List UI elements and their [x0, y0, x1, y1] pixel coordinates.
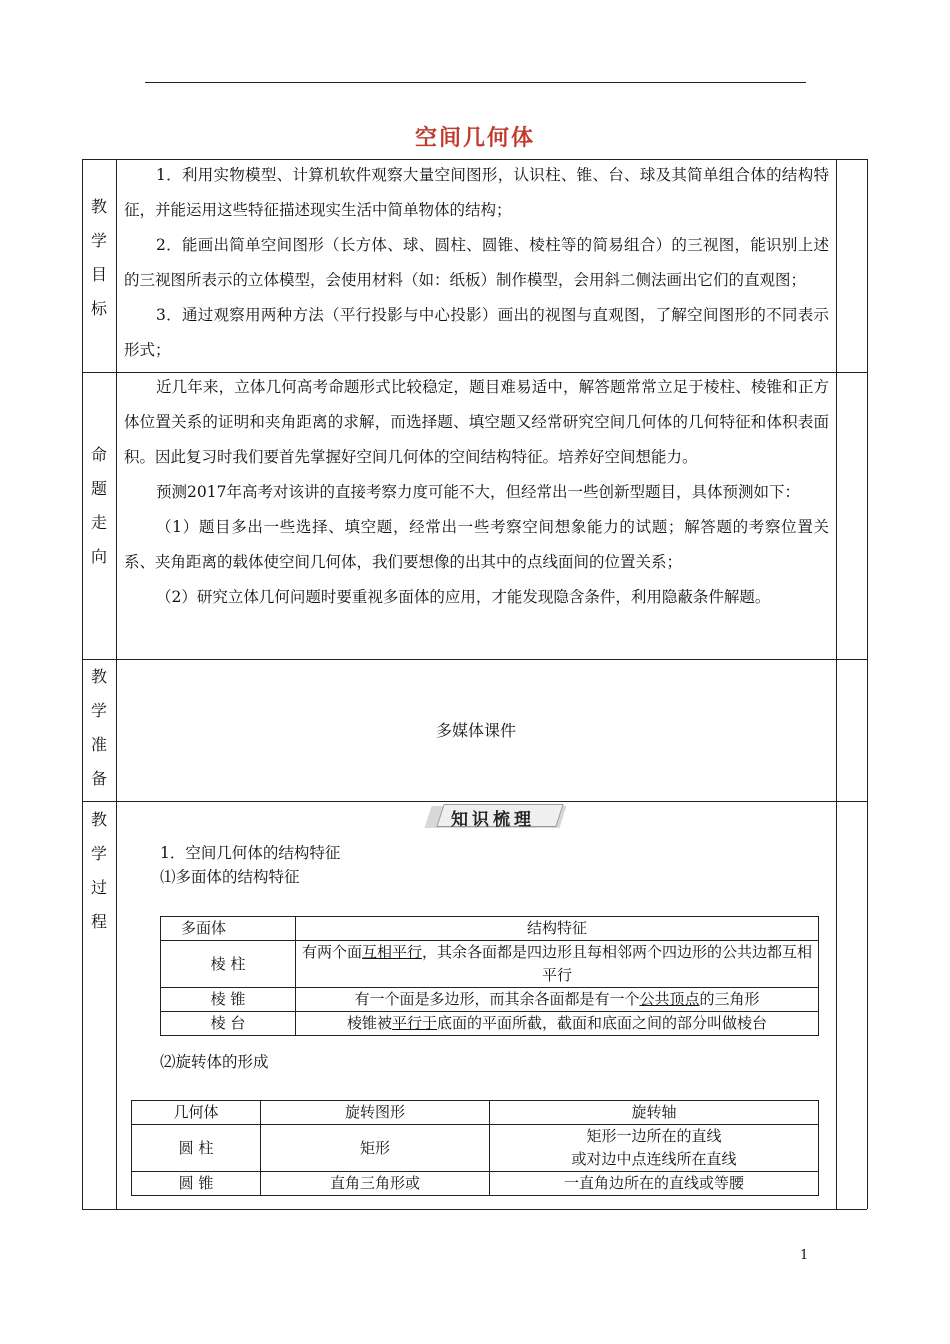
header-cell: 几何体: [132, 1101, 261, 1125]
header-cell: 结构特征: [296, 917, 819, 941]
goal-item-3: 3．通过观察用两种方法（平行投影与中心投影）画出的视图与直观图，了解空间图形的不同表示形式；: [124, 306, 829, 359]
frame-bottom: [82, 1209, 867, 1210]
header-cell: 多面体: [161, 917, 296, 941]
row-divider-2: [82, 659, 867, 660]
trend-text: [124, 370, 829, 615]
goal-item-1: 1．利用实物模型、计算机软件观察大量空间图形，认识柱、锥、台、球及其简单组合体的结构特征，并能运用这些特征描述现实生活中简单物体的结构；: [124, 166, 829, 219]
trend-paragraph-4: （2）研究立体几何问题时要重视多面体的应用，才能发现隐含条件，利用隐蔽条件解题。: [156, 588, 771, 606]
table-header-row: [161, 917, 819, 941]
subheading-revolution: ⑵旋转体的形成: [160, 1053, 269, 1071]
header-cell: 旋转图形: [261, 1101, 490, 1125]
trend-paragraph-2: 预测2017年高考对该讲的直接考察力度可能不大，但经常出一些创新型题目，具体预测如下：: [156, 483, 800, 501]
subheading-polyhedron: ⑴多面体的结构特征: [160, 868, 300, 886]
frame-col2: [836, 159, 837, 1209]
row-axis: 矩形一边所在的直线 或对边中点连线所在直线: [490, 1125, 819, 1172]
trend-label: 命 题 走 向: [90, 445, 107, 566]
prep-content: 多媒体课件: [435, 721, 516, 740]
row-desc: 棱锥被平行于底面的平面所截，截面和底面之间的部分叫做棱台: [296, 1012, 819, 1036]
goals-text: [124, 158, 829, 368]
table-row: [132, 1125, 819, 1172]
badge-label: 知识梳理: [451, 810, 535, 830]
page-title: 空间几何体: [414, 125, 535, 151]
row-divider-3: [82, 801, 867, 802]
trend-paragraph-1: 近几年来，立体几何高考命题形式比较稳定，题目难易适中，解答题常常立足于棱柱、棱锥和正方体位置关系的证明和夹角距离的求解，而选择题、填空题又经常研究空间几何体的几何特征和体积表面积。因此复习时我们要首先掌握好空间几何体的空间结构特征。培养好空间想能力。: [124, 378, 829, 466]
frame-right: [867, 159, 868, 1209]
row-desc: 有两个面互相平行，其余各面都是四边形且每相邻两个四边形的公共边都互相平行: [296, 941, 819, 988]
header-cell: 旋转轴: [490, 1101, 819, 1125]
row-shape: 矩形: [261, 1125, 490, 1172]
polyhedron-table: [160, 916, 819, 1036]
row-shape: 直角三角形或: [261, 1172, 490, 1196]
heading-structure: 1．空间几何体的结构特征: [160, 844, 341, 862]
row-name: 圆 锥: [132, 1172, 261, 1196]
trend-paragraph-3: （1）题目多出一些选择、填空题，经常出一些考察空间想象能力的试题；解答题的考察位置关系、夹角距离的载体使空间几何体，我们要想像的出其中的点线面间的位置关系；: [124, 518, 829, 571]
table-row: [161, 941, 819, 988]
table-row: [132, 1172, 819, 1196]
row-name: 圆 柱: [132, 1125, 261, 1172]
row-axis: 一直角边所在的直线或等腰: [490, 1172, 819, 1196]
process-label: 教 学 过 程: [90, 810, 107, 931]
revolution-table: [131, 1100, 819, 1196]
row-desc: 有一个面是多边形，而其余各面都是有一个公共顶点的三角形: [296, 988, 819, 1012]
goals-label: 教 学 目 标: [90, 197, 107, 318]
table-row: [161, 988, 819, 1012]
prep-label: 教 学 准 备: [90, 667, 107, 788]
section-badge: [418, 804, 568, 830]
header-rule: [145, 82, 806, 83]
table-header-row: [132, 1101, 819, 1125]
row-name: 棱 台: [161, 1012, 296, 1036]
goal-item-2: 2．能画出简单空间图形（长方体、球、圆柱、圆锥、棱柱等的简易组合）的三视图，能识别上述的三视图所表示的立体模型，会使用材料（如：纸板）制作模型，会用斜二侧法画出它们的直观图；: [124, 236, 829, 289]
row-name: 棱 锥: [161, 988, 296, 1012]
row-name: 棱 柱: [161, 941, 296, 988]
table-row: [161, 1012, 819, 1036]
frame-col1: [116, 159, 117, 1209]
